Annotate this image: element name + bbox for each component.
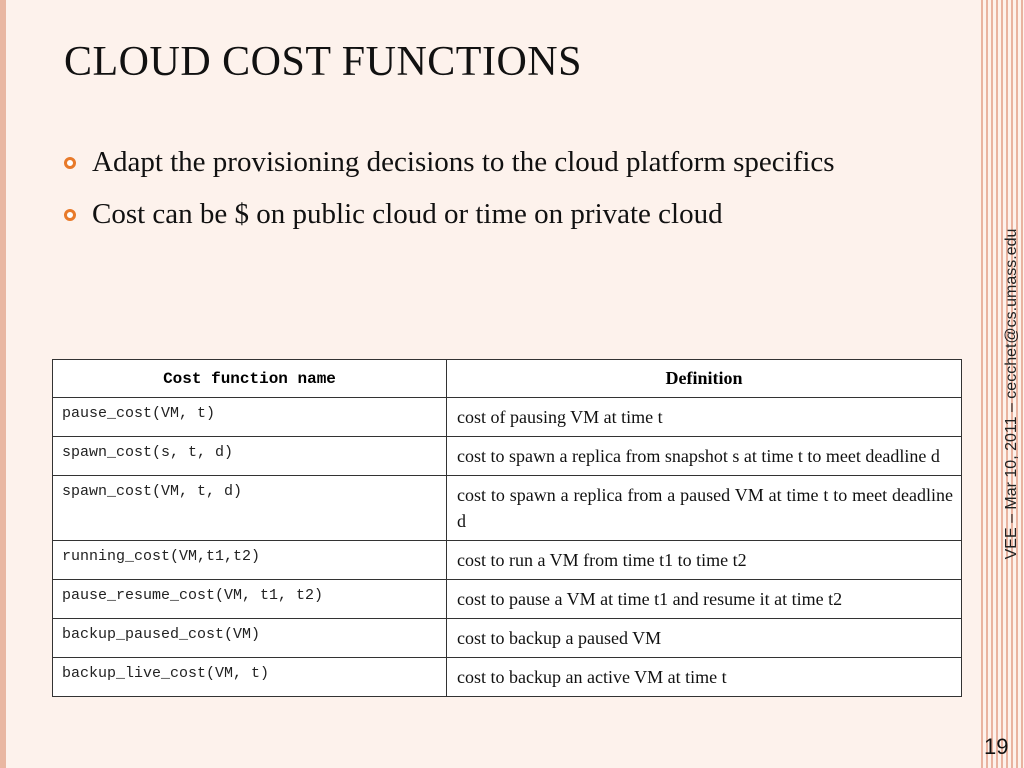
slide-left-border	[0, 0, 6, 768]
table-row	[53, 398, 962, 437]
bullet-text: Cost can be $ on public cloud or time on private cloud	[92, 198, 723, 230]
cost-function-name: backup_live_cost(VM, t)	[53, 658, 447, 697]
cost-function-definition: cost to spawn a replica from a paused VM at time t to meet deadline d	[447, 476, 962, 541]
cost-function-definition: cost of pausing VM at time t	[447, 398, 962, 437]
vertical-footer-text: VEE – Mar 10, 2011 – cecchet@cs.umass.edu	[1003, 228, 1020, 560]
cost-function-name: spawn_cost(s, t, d)	[53, 437, 447, 476]
cost-function-name: spawn_cost(VM, t, d)	[53, 476, 447, 541]
table-row	[53, 580, 962, 619]
table-row	[53, 476, 962, 541]
slide-title: CLOUD COST FUNCTIONS	[64, 39, 582, 85]
cost-function-definition: cost to spawn a replica from snapshot s at time t to meet deadline d	[447, 437, 962, 476]
page-number: 19	[984, 734, 1009, 759]
cost-function-definition: cost to backup a paused VM	[447, 619, 962, 658]
bullet-ring-icon	[64, 209, 76, 221]
table-row	[53, 541, 962, 580]
column-header-definition: Definition	[447, 360, 962, 398]
bullet-text: Adapt the provisioning decisions to the cloud platform specifics	[92, 146, 835, 178]
cost-function-definition: cost to pause a VM at time t1 and resume it at time t2	[447, 580, 962, 619]
cost-function-name: running_cost(VM,t1,t2)	[53, 541, 447, 580]
cost-function-name: backup_paused_cost(VM)	[53, 619, 447, 658]
table-header-row	[53, 360, 962, 398]
cost-function-definition: cost to run a VM from time t1 to time t2	[447, 541, 962, 580]
table-row	[53, 619, 962, 658]
cost-functions-table	[52, 359, 962, 697]
bullet-item	[64, 194, 884, 234]
bullet-item	[64, 142, 884, 182]
table-row	[53, 437, 962, 476]
cost-function-name: pause_cost(VM, t)	[53, 398, 447, 437]
cost-function-name: pause_resume_cost(VM, t1, t2)	[53, 580, 447, 619]
bullet-ring-icon	[64, 157, 76, 169]
table-row	[53, 658, 962, 697]
cost-function-definition: cost to backup an active VM at time t	[447, 658, 962, 697]
column-header-name: Cost function name	[53, 360, 447, 398]
bullet-list	[64, 142, 884, 246]
